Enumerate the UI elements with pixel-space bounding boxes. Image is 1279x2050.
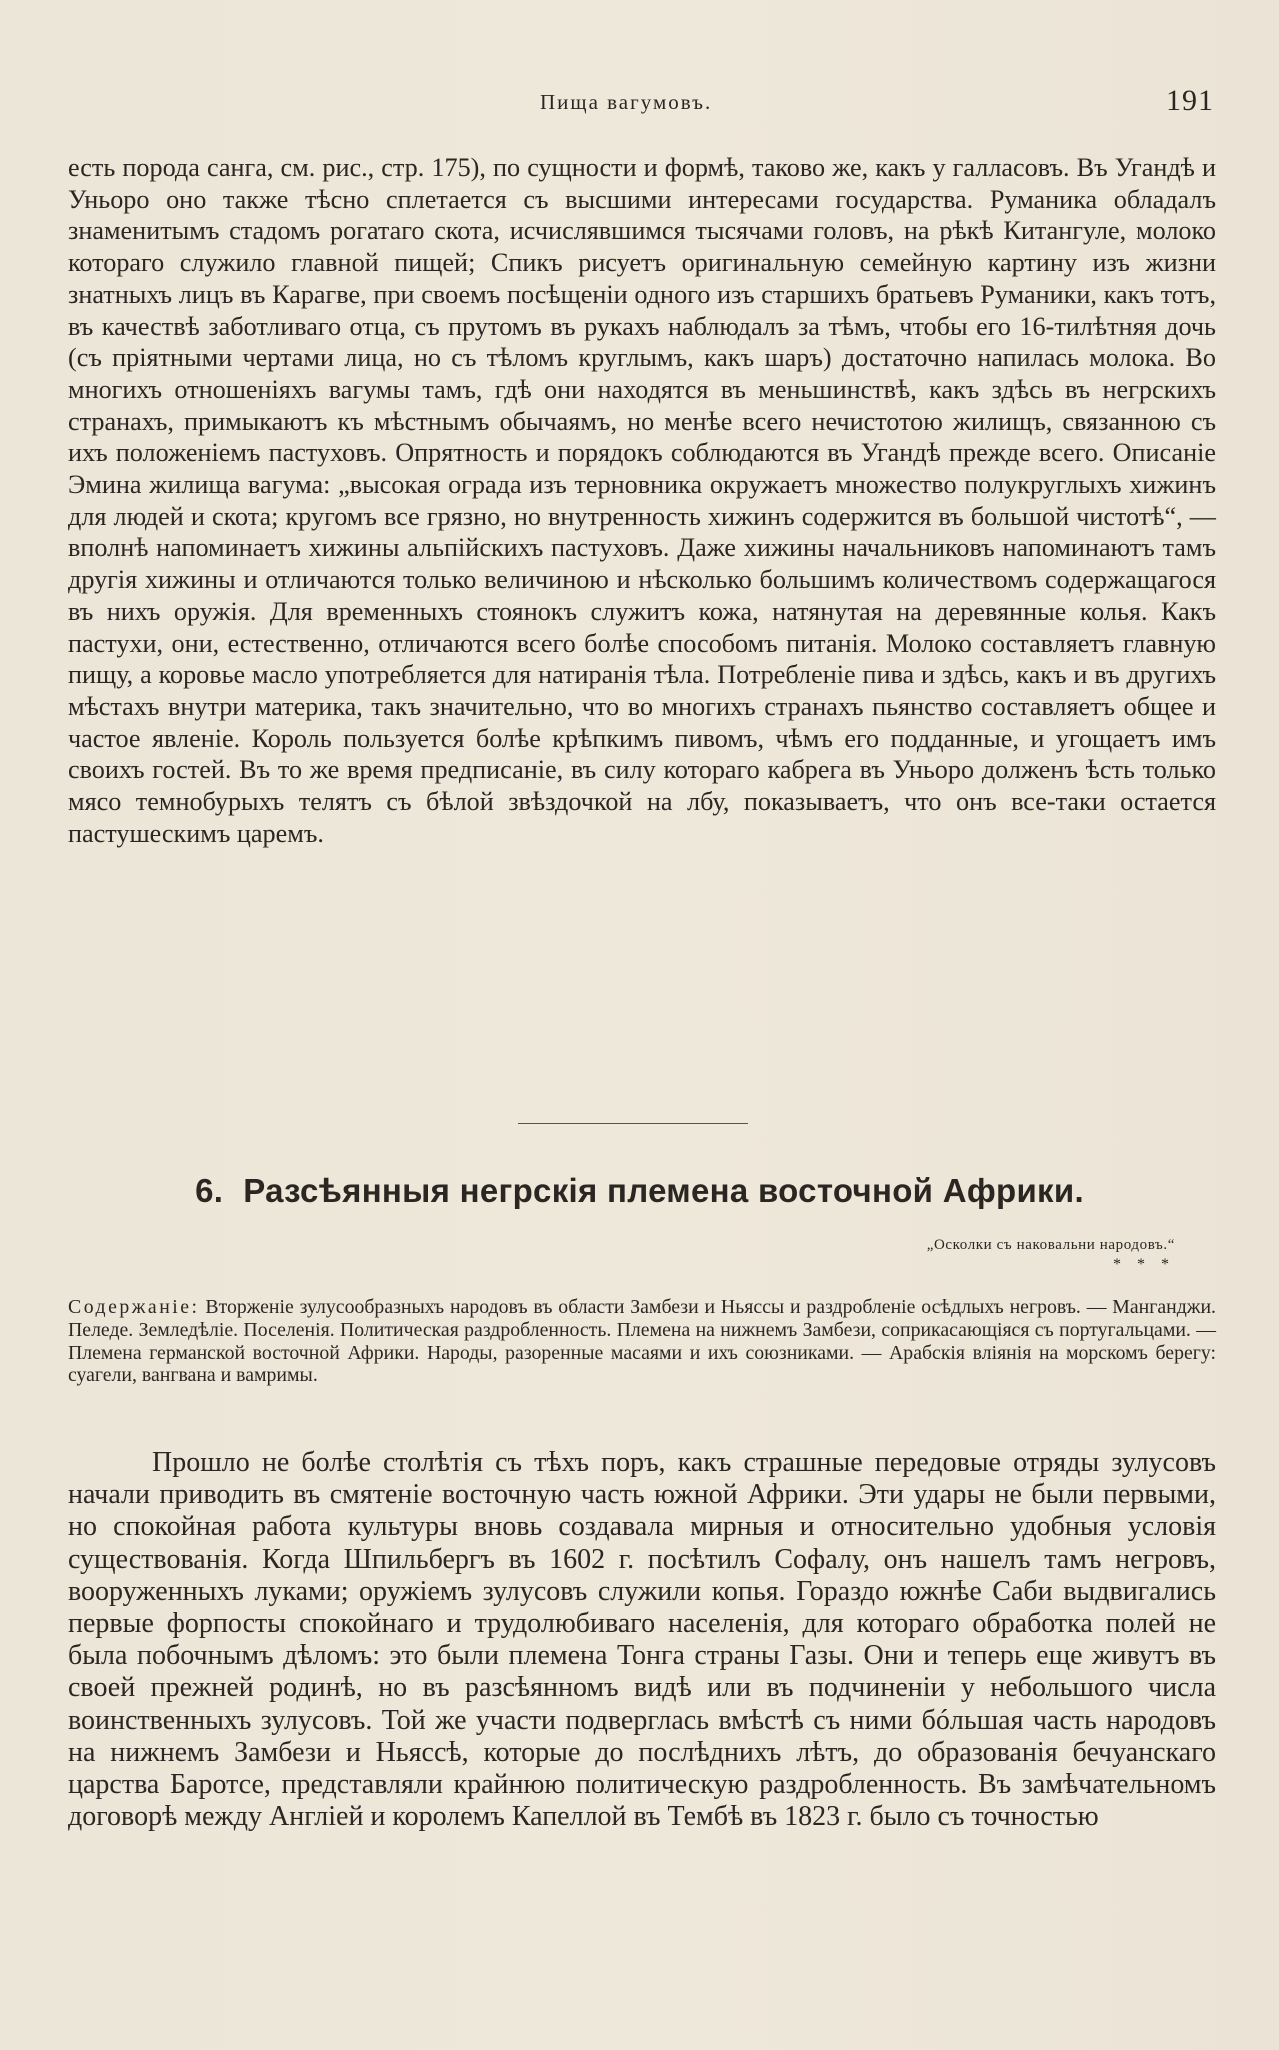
paragraph-text: Прошло не болѣе столѣтія съ тѣхъ поръ, какъ страшные передовые отряды зулусовъ начали приводить въ смятеніе восточную часть южной Африки. Эти удары не были первыми, но спокойная работа культуры вновь создавала мирныя и относительно удобныя условія существованія. Когда Шпильбергъ въ 1602 г. посѣтилъ Софалу, онъ нашелъ тамъ негровъ, вооруженныхъ луками; оружіемъ зулусовъ служили копья. Гораздо южнѣе Саби выдвигались первые форпосты спокойнаго и трудолюбиваго населенія, для котораго обработка полей не была побочнымъ дѣломъ: это были племена Тонга страны Газы. Они и теперь еще живутъ въ своей прежней родинѣ, но въ разсѣянномъ видѣ или въ подчиненіи у небольшого числа воинственныхъ зулусовъ. Той же участи подверглась вмѣстѣ съ ними бóльшая часть народовъ на нижнемъ Замбези и Ньяссѣ, которые до послѣднихъ лѣтъ, до образованія бечуанскаго царства Баротсе, представляли крайнюю политическую раздробленность. Въ замѣчательномъ договорѣ между Англіей и королемъ Капеллой въ Тембѣ въ 1823 г. было съ точностью xyxy=(68,1447,1216,1833)
section-divider xyxy=(518,1123,748,1124)
contents-text: Вторженіе зулусообразныхъ народовъ въ области Замбези и Ньяссы и раздробленіе осѣдлыхъ негровъ. — Манганджи. Пеледе. Земледѣліе. Поселенія. Политическая раздробленность. Племена на нижнемъ Замбези, соприкасающіяся съ португальцами. — Племена германской восточной Африки. Народы, разоренные масаями и ихъ союзниками. — Арабскія вліянія на морскомъ берегу: суагели, вангвана и вамримы. xyxy=(68,1296,1216,1387)
paragraph-text: есть порода санга, см. рис., стр. 175), по сущности и формѣ, таково же, какъ у галласовъ. Въ Угандѣ и Уньоро оно также тѣсно сплетается съ высшими интересами государства. Руманика обладалъ знаменитымъ стадомъ рогатаго скота, исчислявшимся тысячами головъ, на рѣкѣ Китангуле, молоко котораго служило главной пищей; Спикъ рисуетъ оригинальную семейную картину изъ жизни знатныхъ лицъ въ Карагве, при своемъ посѣщеніи одного изъ старшихъ братьевъ Руманики, какъ тотъ, въ качествѣ заботливаго отца, съ прутомъ въ рукахъ наблюдалъ за тѣмъ, чтобы его 16-тилѣтняя дочь (съ пріятными чертами лица, но съ тѣломъ круглымъ, какъ шаръ) достаточно напилась молока. Во многихъ отношеніяхъ вагумы тамъ, гдѣ они находятся въ меньшинствѣ, какъ здѣсь въ негрскихъ странахъ, примыкаютъ къ мѣстнымъ обычаямъ, но менѣе всего нечистотою жилищъ, связанною съ ихъ положеніемъ пастуховъ. Опрятность и порядокъ соблюдаются въ Угандѣ прежде всего. Описаніе Эмина жилища вагума: „высокая ограда изъ терновника окружаетъ множество полукруглыхъ хижинъ для людей и скота; кругомъ все грязно, но внутренность хижинъ содержится въ большой чистотѣ“, — вполнѣ напоминаетъ хижины альпійскихъ пастуховъ. Даже хижины начальниковъ напоминаютъ тамъ другія хижины и отличаются только величиною и нѣсколько большимъ количествомъ содержащагося въ нихъ оружія. Для временныхъ стоянокъ служитъ кожа, натянутая на деревянные колья. Какъ пастухи, они, естественно, отличаются всего болѣе способомъ питанія. Молоко составляетъ главную пищу, а коровье масло употребляется для натиранія тѣла. Потребленіе пива и здѣсь, какъ и въ другихъ мѣстахъ внутри материка, такъ значительно, что во многихъ странахъ пьянство составляетъ общее и частое явленіе. Король пользуется болѣе крѣпкимъ пивомъ, чѣмъ его подданные, и угощаетъ имъ своихъ гостей. Въ то же время предписаніе, въ силу котораго кабрега въ Уньоро долженъ ѣсть только мясо темнобурыхъ телятъ съ бѣлой звѣздочкой на лбу, показываетъ, что онъ все-таки остается пастушескимъ царемъ. xyxy=(68,153,1216,848)
epigraph: „Осколки съ наковальни народовъ.“ xyxy=(926,1237,1175,1253)
section-number: 6. xyxy=(195,1172,224,1209)
section-body xyxy=(68,1447,1216,1833)
paragraph-continuation xyxy=(68,152,1216,849)
page-number: 191 xyxy=(1166,84,1214,117)
section-title: Разсѣянныя негрскія племена восточной Африки. xyxy=(243,1172,1084,1209)
asterism: * * * xyxy=(1113,1256,1175,1273)
running-title: Пища вагумовъ. xyxy=(540,90,713,114)
contents-label: Содержаніе: xyxy=(68,1296,200,1318)
page-header xyxy=(0,84,1279,124)
section-contents xyxy=(68,1296,1216,1387)
section-heading xyxy=(0,1172,1279,1210)
